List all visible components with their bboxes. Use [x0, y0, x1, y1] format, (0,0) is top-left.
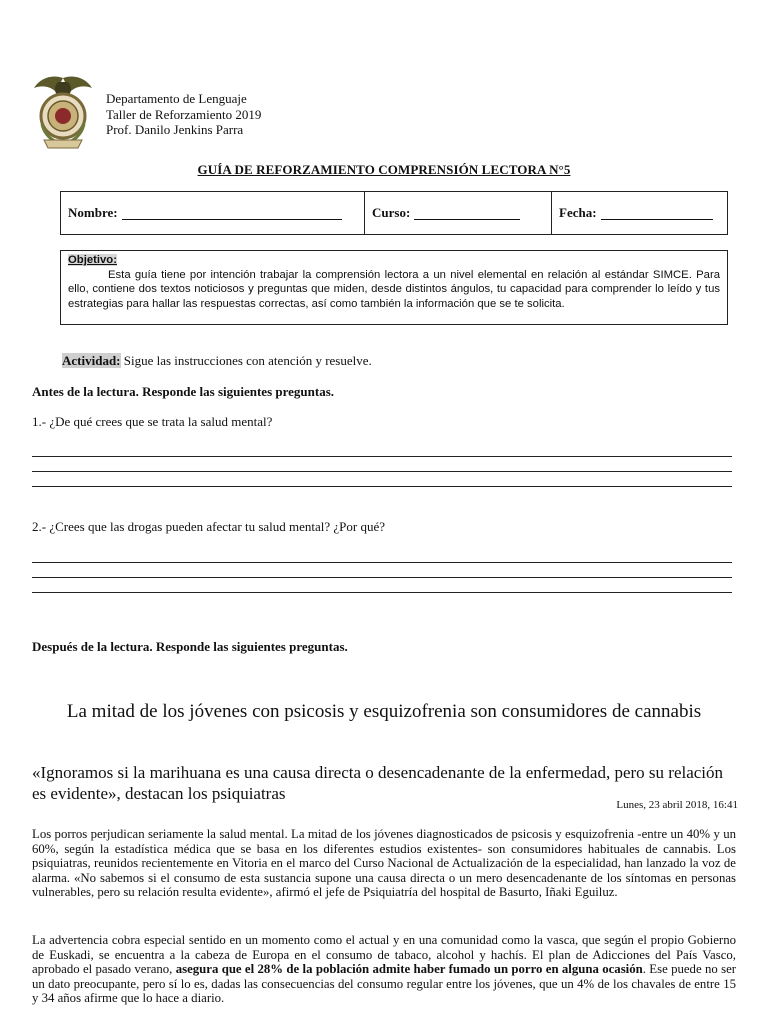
objective-text: Esta guía tiene por intención trabajar la comprensión lectora a un nivel elemental en relación al estándar SIMCE. Para ello, contiene dos textos noticiosos y preguntas que miden, desde distintos ángulos, tu capacidad para comprender lo leído y tus estrategias para hallar las respuestas correctas, así como también la información que se te solicita. — [68, 268, 720, 310]
name-field[interactable] — [122, 206, 342, 220]
article-date: Lunes, 23 abril 2018, 16:41 — [616, 799, 738, 811]
activity-text: Sigue las instrucciones con atención y resuelve. — [120, 353, 372, 368]
department-name: Departamento de Lenguaje — [106, 91, 247, 106]
school-emblem-logo — [30, 72, 96, 152]
workshop-name: Taller de Reforzamiento 2019 — [106, 106, 262, 122]
paragraph-2-end: . Ese puede no ser un dato preocupante, pero sí lo es, dadas las consecuencias del consumo regular entre los jóvenes, que un 4% de los chavales de entre 15 y 34 años afirme que lo hace a diario. — [32, 962, 737, 1006]
answer-line[interactable] — [32, 577, 732, 578]
article-title: La mitad de los jóvenes con psicosis y esquizofrenia son consumidores de cannabis — [66, 701, 702, 722]
activity-label: Actividad: — [62, 353, 121, 368]
answer-line[interactable] — [32, 562, 732, 563]
course-cell — [365, 192, 552, 234]
date-label: Fecha: — [559, 205, 597, 220]
answer-line[interactable] — [32, 592, 732, 593]
name-label: Nombre: — [68, 205, 118, 220]
answer-line[interactable] — [32, 471, 732, 472]
objective-box — [60, 250, 728, 325]
paragraph-2-highlight: asegura que el 28% de la población admite haber fumado un porro en alguna ocasión — [175, 962, 643, 977]
activity-instruction — [62, 353, 372, 369]
article-subtitle: «Ignoramos si la marihuana es una causa directa o desencadenante de la enfermedad, pero su relación es evidente», destacan los psiquiatras — [32, 763, 724, 803]
paragraph-2-start: La advertencia cobra especial sentido en un momento como el actual y en una comunidad como la vasca, que según el propio Gobierno de Euskadi, se encuentra a la cabeza de Europa en el consumo de tabaco, alcohol y hachís. El plan de Adicciones del País Vasco, aprobado el pasado verano, — [32, 933, 736, 977]
article-paragraph-1: Los porros perjudican seriamente la salud mental. La mitad de los jóvenes diagnosticados de psicosis y esquizofrenia -entre un 40% y un 60%, según la estadística médica que se basa en los diferentes estudios existentes- son consumidores habituales de cannabis. Los psiquiatras, reunidos recientemente en Vitoria en el marco del Curso Nacional de Actualización de la especialidad, han lanzado la voz de alarma. «No sabemos si el consumo de esta sustancia supone una causa directa o un mero desencadenante de los síntomas en personas vulnerables, pero su relación resulta evidente», afirmó el jefe de Psiquiatría del hospital de Basurto, Iñaki Eguiluz. — [32, 827, 736, 900]
article-paragraph-2 — [32, 933, 736, 1006]
header-block — [106, 91, 261, 138]
answer-line[interactable] — [32, 486, 732, 487]
guide-title: GUÍA DE REFORZAMIENTO COMPRENSIÓN LECTORA N°5 — [197, 162, 571, 177]
date-cell — [552, 192, 727, 234]
before-reading-heading: Antes de la lectura. Responde las siguientes preguntas. — [32, 384, 335, 399]
answer-line[interactable] — [32, 456, 732, 457]
student-info-table — [60, 191, 728, 235]
objective-label: Objetivo: — [68, 254, 117, 266]
professor-name: Prof. Danilo Jenkins Parra — [106, 122, 244, 137]
course-field[interactable] — [414, 206, 520, 220]
question-2: 2.- ¿Crees que las drogas pueden afectar tu salud mental? ¿Por qué? — [32, 519, 386, 534]
name-cell — [61, 192, 365, 234]
after-reading-heading: Después de la lectura. Responde las siguientes preguntas. — [32, 639, 348, 654]
course-label: Curso: — [372, 205, 411, 220]
question-1: 1.- ¿De qué crees que se trata la salud mental? — [32, 414, 273, 429]
date-field[interactable] — [601, 206, 713, 220]
